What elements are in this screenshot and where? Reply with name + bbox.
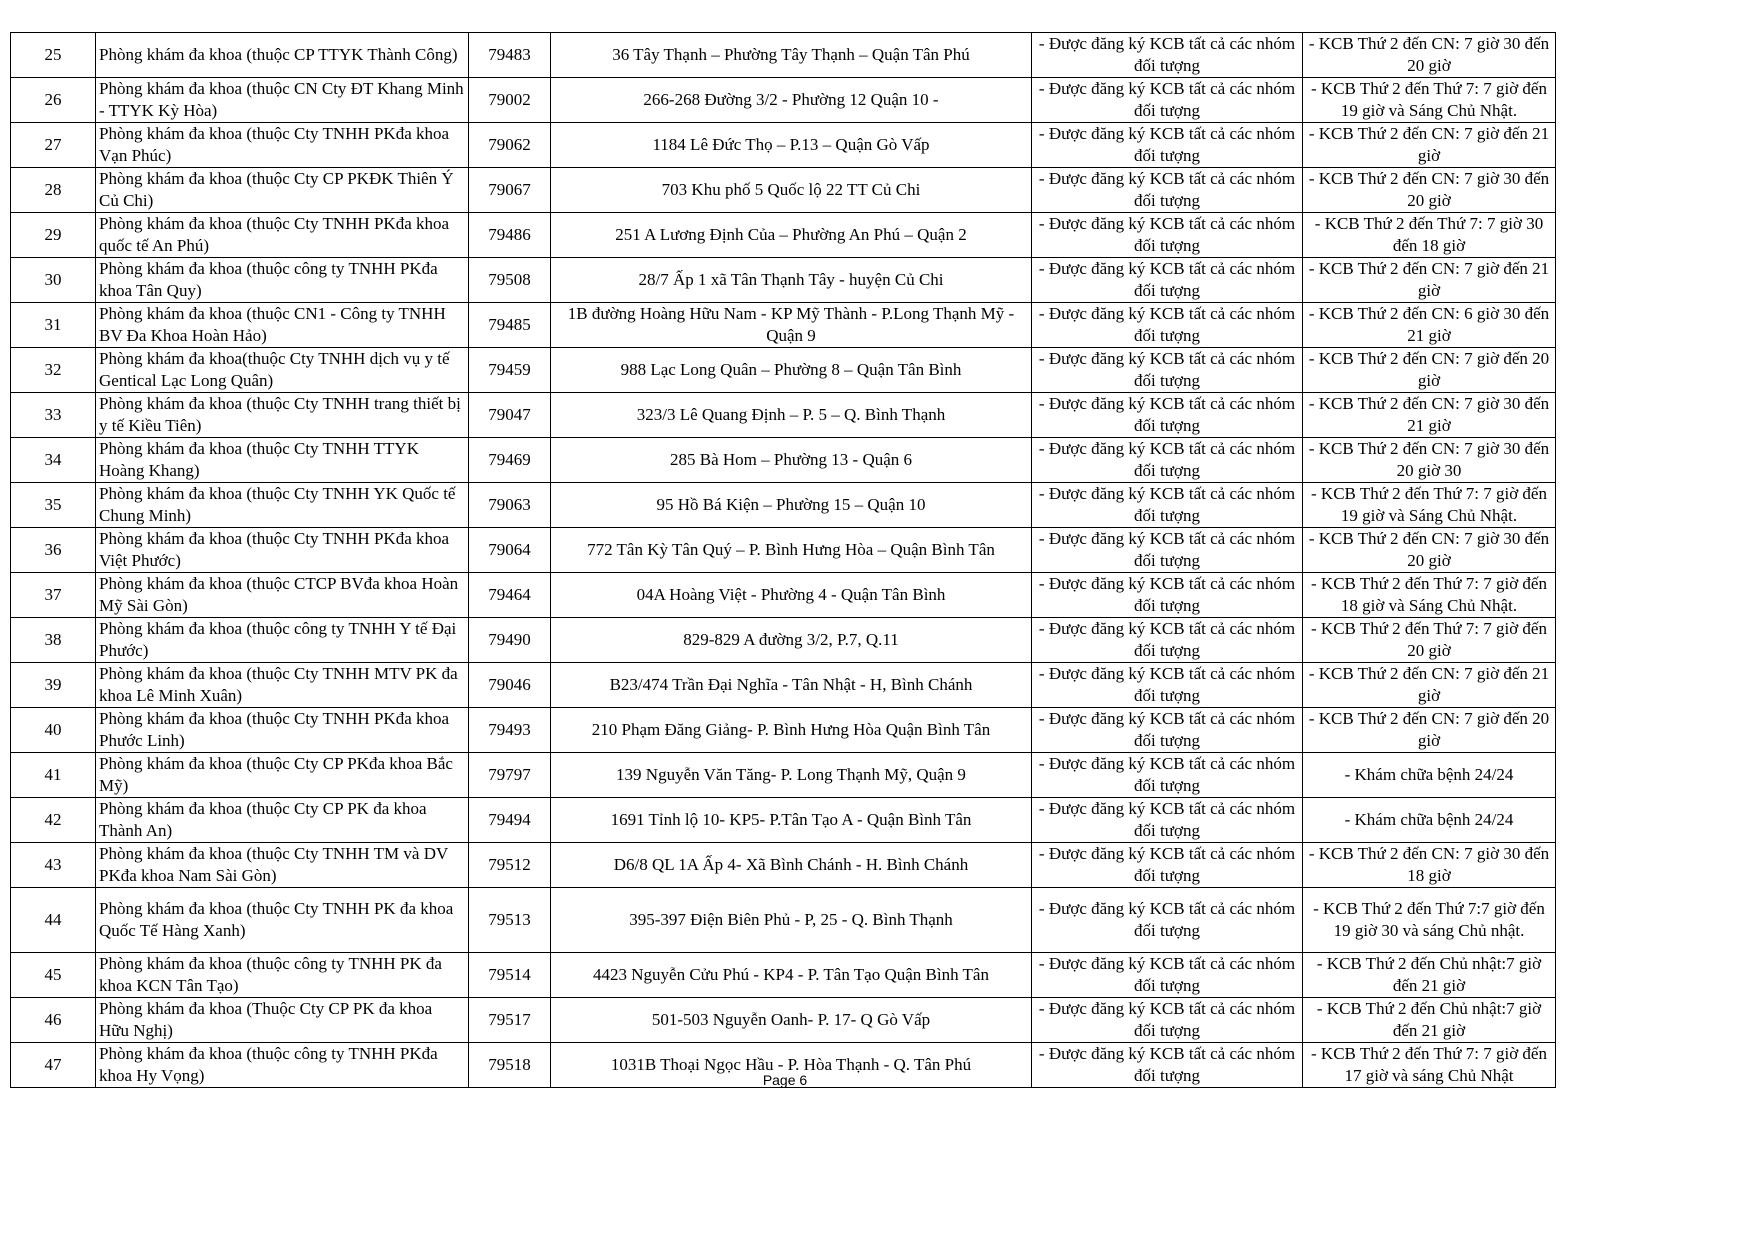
clinic-name-cell: Phòng khám đa khoa (thuộc công ty TNHH PKđa khoa Tân Quy) xyxy=(96,258,469,303)
address-cell: 1691 Tỉnh lộ 10- KP5- P.Tân Tạo A - Quận Bình Tân xyxy=(551,798,1032,843)
registration-scope-cell: - Được đăng ký KCB tất cả các nhóm đối tượng xyxy=(1032,213,1303,258)
table-row xyxy=(11,998,1556,1043)
facility-code-cell: 79514 xyxy=(469,953,551,998)
address-cell: 285 Bà Hom – Phường 13 - Quận 6 xyxy=(551,438,1032,483)
facility-code-cell: 79797 xyxy=(469,753,551,798)
address-cell: 988 Lạc Long Quân – Phường 8 – Quận Tân Bình xyxy=(551,348,1032,393)
clinic-name-cell: Phòng khám đa khoa (thuộc Cty TNHH PKđa khoa Vạn Phúc) xyxy=(96,123,469,168)
clinic-name-cell: Phòng khám đa khoa (thuộc Cty TNHH YK Quốc tế Chung Minh) xyxy=(96,483,469,528)
facility-code-cell: 79486 xyxy=(469,213,551,258)
table-row xyxy=(11,843,1556,888)
row-number-cell: 45 xyxy=(11,953,96,998)
table-row xyxy=(11,168,1556,213)
table-row xyxy=(11,618,1556,663)
working-hours-cell: - KCB Thứ 2 đến Thứ 7: 7 giờ đến 19 giờ và Sáng Chủ Nhật. xyxy=(1303,78,1556,123)
registration-scope-cell: - Được đăng ký KCB tất cả các nhóm đối tượng xyxy=(1032,78,1303,123)
clinic-name-cell: Phòng khám đa khoa (thuộc công ty TNHH Y tế Đại Phước) xyxy=(96,618,469,663)
registration-scope-cell: - Được đăng ký KCB tất cả các nhóm đối tượng xyxy=(1032,888,1303,953)
registration-scope-cell: - Được đăng ký KCB tất cả các nhóm đối tượng xyxy=(1032,663,1303,708)
registration-scope-cell: - Được đăng ký KCB tất cả các nhóm đối tượng xyxy=(1032,573,1303,618)
clinic-name-cell: Phòng khám đa khoa (thuộc CTCP BVđa khoa Hoàn Mỹ Sài Gòn) xyxy=(96,573,469,618)
working-hours-cell: - KCB Thứ 2 đến CN: 6 giờ 30 đến 21 giờ xyxy=(1303,303,1556,348)
working-hours-cell: - KCB Thứ 2 đến CN: 7 giờ đến 21 giờ xyxy=(1303,258,1556,303)
registration-scope-cell: - Được đăng ký KCB tất cả các nhóm đối tượng xyxy=(1032,708,1303,753)
facility-code-cell: 79064 xyxy=(469,528,551,573)
clinic-table xyxy=(10,32,1556,1088)
facility-code-cell: 79483 xyxy=(469,33,551,78)
row-number-cell: 34 xyxy=(11,438,96,483)
table-row xyxy=(11,123,1556,168)
address-cell: 1B đường Hoàng Hữu Nam - KP Mỹ Thành - P.Long Thạnh Mỹ - Quận 9 xyxy=(551,303,1032,348)
address-cell: 36 Tây Thạnh – Phường Tây Thạnh – Quận Tân Phú xyxy=(551,33,1032,78)
registration-scope-cell: - Được đăng ký KCB tất cả các nhóm đối tượng xyxy=(1032,258,1303,303)
clinic-name-cell: Phòng khám đa khoa (thuộc Cty TNHH PKđa khoa Phước Linh) xyxy=(96,708,469,753)
clinic-name-cell: Phòng khám đa khoa (thuộc Cty TNHH MTV PK đa khoa Lê Minh Xuân) xyxy=(96,663,469,708)
working-hours-cell: - KCB Thứ 2 đến Thứ 7: 7 giờ đến 20 giờ xyxy=(1303,618,1556,663)
working-hours-cell: - KCB Thứ 2 đến Chủ nhật:7 giờ đến 21 giờ xyxy=(1303,953,1556,998)
address-cell: D6/8 QL 1A Ấp 4- Xã Bình Chánh - H. Bình Chánh xyxy=(551,843,1032,888)
working-hours-cell: - KCB Thứ 2 đến CN: 7 giờ đến 20 giờ xyxy=(1303,708,1556,753)
row-number-cell: 27 xyxy=(11,123,96,168)
clinic-name-cell: Phòng khám đa khoa (thuộc Cty TNHH TM và DV PKđa khoa Nam Sài Gòn) xyxy=(96,843,469,888)
table-row xyxy=(11,753,1556,798)
row-number-cell: 43 xyxy=(11,843,96,888)
working-hours-cell: - KCB Thứ 2 đến CN: 7 giờ 30 đến 20 giờ xyxy=(1303,33,1556,78)
facility-code-cell: 79513 xyxy=(469,888,551,953)
facility-code-cell: 79063 xyxy=(469,483,551,528)
registration-scope-cell: - Được đăng ký KCB tất cả các nhóm đối tượng xyxy=(1032,123,1303,168)
clinic-name-cell: Phòng khám đa khoa (thuộc CN1 - Công ty TNHH BV Đa Khoa Hoàn Hảo) xyxy=(96,303,469,348)
facility-code-cell: 79469 xyxy=(469,438,551,483)
table-row xyxy=(11,708,1556,753)
row-number-cell: 39 xyxy=(11,663,96,708)
working-hours-cell: - KCB Thứ 2 đến CN: 7 giờ 30 đến 20 giờ xyxy=(1303,528,1556,573)
table-row xyxy=(11,798,1556,843)
table-row xyxy=(11,33,1556,78)
row-number-cell: 44 xyxy=(11,888,96,953)
address-cell: 95 Hồ Bá Kiện – Phường 15 – Quận 10 xyxy=(551,483,1032,528)
table-row xyxy=(11,888,1556,953)
facility-code-cell: 79046 xyxy=(469,663,551,708)
table-row xyxy=(11,393,1556,438)
address-cell: 251 A Lương Định Của – Phường An Phú – Quận 2 xyxy=(551,213,1032,258)
registration-scope-cell: - Được đăng ký KCB tất cả các nhóm đối tượng xyxy=(1032,1043,1303,1088)
working-hours-cell: - KCB Thứ 2 đến CN: 7 giờ 30 đến 20 giờ xyxy=(1303,168,1556,213)
address-cell: 703 Khu phố 5 Quốc lộ 22 TT Củ Chi xyxy=(551,168,1032,213)
address-cell: B23/474 Trần Đại Nghĩa - Tân Nhật - H, Bình Chánh xyxy=(551,663,1032,708)
registration-scope-cell: - Được đăng ký KCB tất cả các nhóm đối tượng xyxy=(1032,998,1303,1043)
registration-scope-cell: - Được đăng ký KCB tất cả các nhóm đối tượng xyxy=(1032,348,1303,393)
table-row xyxy=(11,528,1556,573)
address-cell: 210 Phạm Đăng Giảng- P. Bình Hưng Hòa Quận Bình Tân xyxy=(551,708,1032,753)
page-number: Page 6 xyxy=(762,1072,808,1088)
table-row xyxy=(11,303,1556,348)
table-row xyxy=(11,348,1556,393)
facility-code-cell: 79493 xyxy=(469,708,551,753)
clinic-name-cell: Phòng khám đa khoa (Thuộc Cty CP PK đa khoa Hữu Nghị) xyxy=(96,998,469,1043)
facility-code-cell: 79459 xyxy=(469,348,551,393)
clinic-name-cell: Phòng khám đa khoa (thuộc công ty TNHH PK đa khoa KCN Tân Tạo) xyxy=(96,953,469,998)
row-number-cell: 46 xyxy=(11,998,96,1043)
row-number-cell: 38 xyxy=(11,618,96,663)
facility-code-cell: 79517 xyxy=(469,998,551,1043)
working-hours-cell: - KCB Thứ 2 đến Thứ 7:7 giờ đến 19 giờ 30 và sáng Chủ nhật. xyxy=(1303,888,1556,953)
working-hours-cell: - Khám chữa bệnh 24/24 xyxy=(1303,798,1556,843)
working-hours-cell: - KCB Thứ 2 đến Chủ nhật:7 giờ đến 21 giờ xyxy=(1303,998,1556,1043)
table-body xyxy=(11,33,1556,1088)
address-cell: 1184 Lê Đức Thọ – P.13 – Quận Gò Vấp xyxy=(551,123,1032,168)
working-hours-cell: - KCB Thứ 2 đến Thứ 7: 7 giờ đến 17 giờ và sáng Chủ Nhật xyxy=(1303,1043,1556,1088)
facility-code-cell: 79518 xyxy=(469,1043,551,1088)
row-number-cell: 33 xyxy=(11,393,96,438)
facility-code-cell: 79002 xyxy=(469,78,551,123)
row-number-cell: 29 xyxy=(11,213,96,258)
row-number-cell: 25 xyxy=(11,33,96,78)
row-number-cell: 37 xyxy=(11,573,96,618)
table-row xyxy=(11,663,1556,708)
facility-code-cell: 79494 xyxy=(469,798,551,843)
facility-code-cell: 79067 xyxy=(469,168,551,213)
address-cell: 04A Hoàng Việt - Phường 4 - Quận Tân Bình xyxy=(551,573,1032,618)
clinic-name-cell: Phòng khám đa khoa(thuộc Cty TNHH dịch vụ y tế Gentical Lạc Long Quân) xyxy=(96,348,469,393)
table-row xyxy=(11,258,1556,303)
clinic-name-cell: Phòng khám đa khoa (thuộc Cty CP PKĐK Thiên Ý Củ Chi) xyxy=(96,168,469,213)
address-cell: 323/3 Lê Quang Định – P. 5 – Q. Bình Thạnh xyxy=(551,393,1032,438)
row-number-cell: 28 xyxy=(11,168,96,213)
facility-code-cell: 79508 xyxy=(469,258,551,303)
working-hours-cell: - KCB Thứ 2 đến CN: 7 giờ đến 21 giờ xyxy=(1303,663,1556,708)
working-hours-cell: - KCB Thứ 2 đến CN: 7 giờ đến 21 giờ xyxy=(1303,123,1556,168)
registration-scope-cell: - Được đăng ký KCB tất cả các nhóm đối tượng xyxy=(1032,953,1303,998)
working-hours-cell: - KCB Thứ 2 đến Thứ 7: 7 giờ đến 19 giờ và Sáng Chủ Nhật. xyxy=(1303,483,1556,528)
address-cell: 139 Nguyễn Văn Tăng- P. Long Thạnh Mỹ, Quận 9 xyxy=(551,753,1032,798)
facility-code-cell: 79512 xyxy=(469,843,551,888)
row-number-cell: 35 xyxy=(11,483,96,528)
table-row xyxy=(11,438,1556,483)
row-number-cell: 41 xyxy=(11,753,96,798)
address-cell: 266-268 Đường 3/2 - Phường 12 Quận 10 - xyxy=(551,78,1032,123)
working-hours-cell: - KCB Thứ 2 đến CN: 7 giờ đến 20 giờ xyxy=(1303,348,1556,393)
address-cell: 395-397 Điện Biên Phủ - P, 25 - Q. Bình Thạnh xyxy=(551,888,1032,953)
address-cell: 501-503 Nguyễn Oanh- P. 17- Q Gò Vấp xyxy=(551,998,1032,1043)
clinic-name-cell: Phòng khám đa khoa (thuộc công ty TNHH PKđa khoa Hy Vọng) xyxy=(96,1043,469,1088)
working-hours-cell: - KCB Thứ 2 đến CN: 7 giờ 30 đến 21 giờ xyxy=(1303,393,1556,438)
row-number-cell: 42 xyxy=(11,798,96,843)
table-row xyxy=(11,483,1556,528)
clinic-name-cell: Phòng khám đa khoa (thuộc CN Cty ĐT Khang Minh - TTYK Kỳ Hòa) xyxy=(96,78,469,123)
facility-code-cell: 79490 xyxy=(469,618,551,663)
address-cell: 28/7 Ấp 1 xã Tân Thạnh Tây - huyện Củ Chi xyxy=(551,258,1032,303)
address-cell: 1031B Thoại Ngọc Hầu - P. Hòa Thạnh - Q. Tân Phú xyxy=(551,1043,1032,1088)
row-number-cell: 32 xyxy=(11,348,96,393)
row-number-cell: 31 xyxy=(11,303,96,348)
clinic-name-cell: Phòng khám đa khoa (thuộc Cty CP PKđa khoa Bắc Mỹ) xyxy=(96,753,469,798)
registration-scope-cell: - Được đăng ký KCB tất cả các nhóm đối tượng xyxy=(1032,438,1303,483)
clinic-name-cell: Phòng khám đa khoa (thuộc Cty TNHH PKđa khoa quốc tế An Phú) xyxy=(96,213,469,258)
registration-scope-cell: - Được đăng ký KCB tất cả các nhóm đối tượng xyxy=(1032,483,1303,528)
registration-scope-cell: - Được đăng ký KCB tất cả các nhóm đối tượng xyxy=(1032,618,1303,663)
working-hours-cell: - KCB Thứ 2 đến CN: 7 giờ 30 đến 20 giờ 30 xyxy=(1303,438,1556,483)
facility-code-cell: 79464 xyxy=(469,573,551,618)
registration-scope-cell: - Được đăng ký KCB tất cả các nhóm đối tượng xyxy=(1032,528,1303,573)
table-row xyxy=(11,573,1556,618)
registration-scope-cell: - Được đăng ký KCB tất cả các nhóm đối tượng xyxy=(1032,798,1303,843)
registration-scope-cell: - Được đăng ký KCB tất cả các nhóm đối tượng xyxy=(1032,393,1303,438)
clinic-name-cell: Phòng khám đa khoa (thuộc Cty TNHH PK đa khoa Quốc Tế Hàng Xanh) xyxy=(96,888,469,953)
address-cell: 4423 Nguyễn Cửu Phú - KP4 - P. Tân Tạo Quận Bình Tân xyxy=(551,953,1032,998)
working-hours-cell: - KCB Thứ 2 đến Thứ 7: 7 giờ 30 đến 18 giờ xyxy=(1303,213,1556,258)
row-number-cell: 47 xyxy=(11,1043,96,1088)
facility-code-cell: 79485 xyxy=(469,303,551,348)
facility-code-cell: 79062 xyxy=(469,123,551,168)
table-row xyxy=(11,953,1556,998)
row-number-cell: 30 xyxy=(11,258,96,303)
table-row xyxy=(11,213,1556,258)
registration-scope-cell: - Được đăng ký KCB tất cả các nhóm đối tượng xyxy=(1032,303,1303,348)
address-cell: 772 Tân Kỳ Tân Quý – P. Bình Hưng Hòa – Quận Bình Tân xyxy=(551,528,1032,573)
registration-scope-cell: - Được đăng ký KCB tất cả các nhóm đối tượng xyxy=(1032,753,1303,798)
working-hours-cell: - KCB Thứ 2 đến Thứ 7: 7 giờ đến 18 giờ và Sáng Chủ Nhật. xyxy=(1303,573,1556,618)
clinic-name-cell: Phòng khám đa khoa (thuộc Cty TNHH PKđa khoa Việt Phước) xyxy=(96,528,469,573)
address-cell: 829-829 A đường 3/2, P.7, Q.11 xyxy=(551,618,1032,663)
table-row xyxy=(11,78,1556,123)
row-number-cell: 36 xyxy=(11,528,96,573)
facility-code-cell: 79047 xyxy=(469,393,551,438)
working-hours-cell: - Khám chữa bệnh 24/24 xyxy=(1303,753,1556,798)
working-hours-cell: - KCB Thứ 2 đến CN: 7 giờ 30 đến 18 giờ xyxy=(1303,843,1556,888)
clinic-name-cell: Phòng khám đa khoa (thuộc Cty TNHH trang thiết bị y tế Kiều Tiên) xyxy=(96,393,469,438)
registration-scope-cell: - Được đăng ký KCB tất cả các nhóm đối tượng xyxy=(1032,843,1303,888)
clinic-name-cell: Phòng khám đa khoa (thuộc CP TTYK Thành Công) xyxy=(96,33,469,78)
clinic-name-cell: Phòng khám đa khoa (thuộc Cty CP PK đa khoa Thành An) xyxy=(96,798,469,843)
row-number-cell: 40 xyxy=(11,708,96,753)
clinic-name-cell: Phòng khám đa khoa (thuộc Cty TNHH TTYK Hoàng Khang) xyxy=(96,438,469,483)
registration-scope-cell: - Được đăng ký KCB tất cả các nhóm đối tượng xyxy=(1032,168,1303,213)
registration-scope-cell: - Được đăng ký KCB tất cả các nhóm đối tượng xyxy=(1032,33,1303,78)
row-number-cell: 26 xyxy=(11,78,96,123)
